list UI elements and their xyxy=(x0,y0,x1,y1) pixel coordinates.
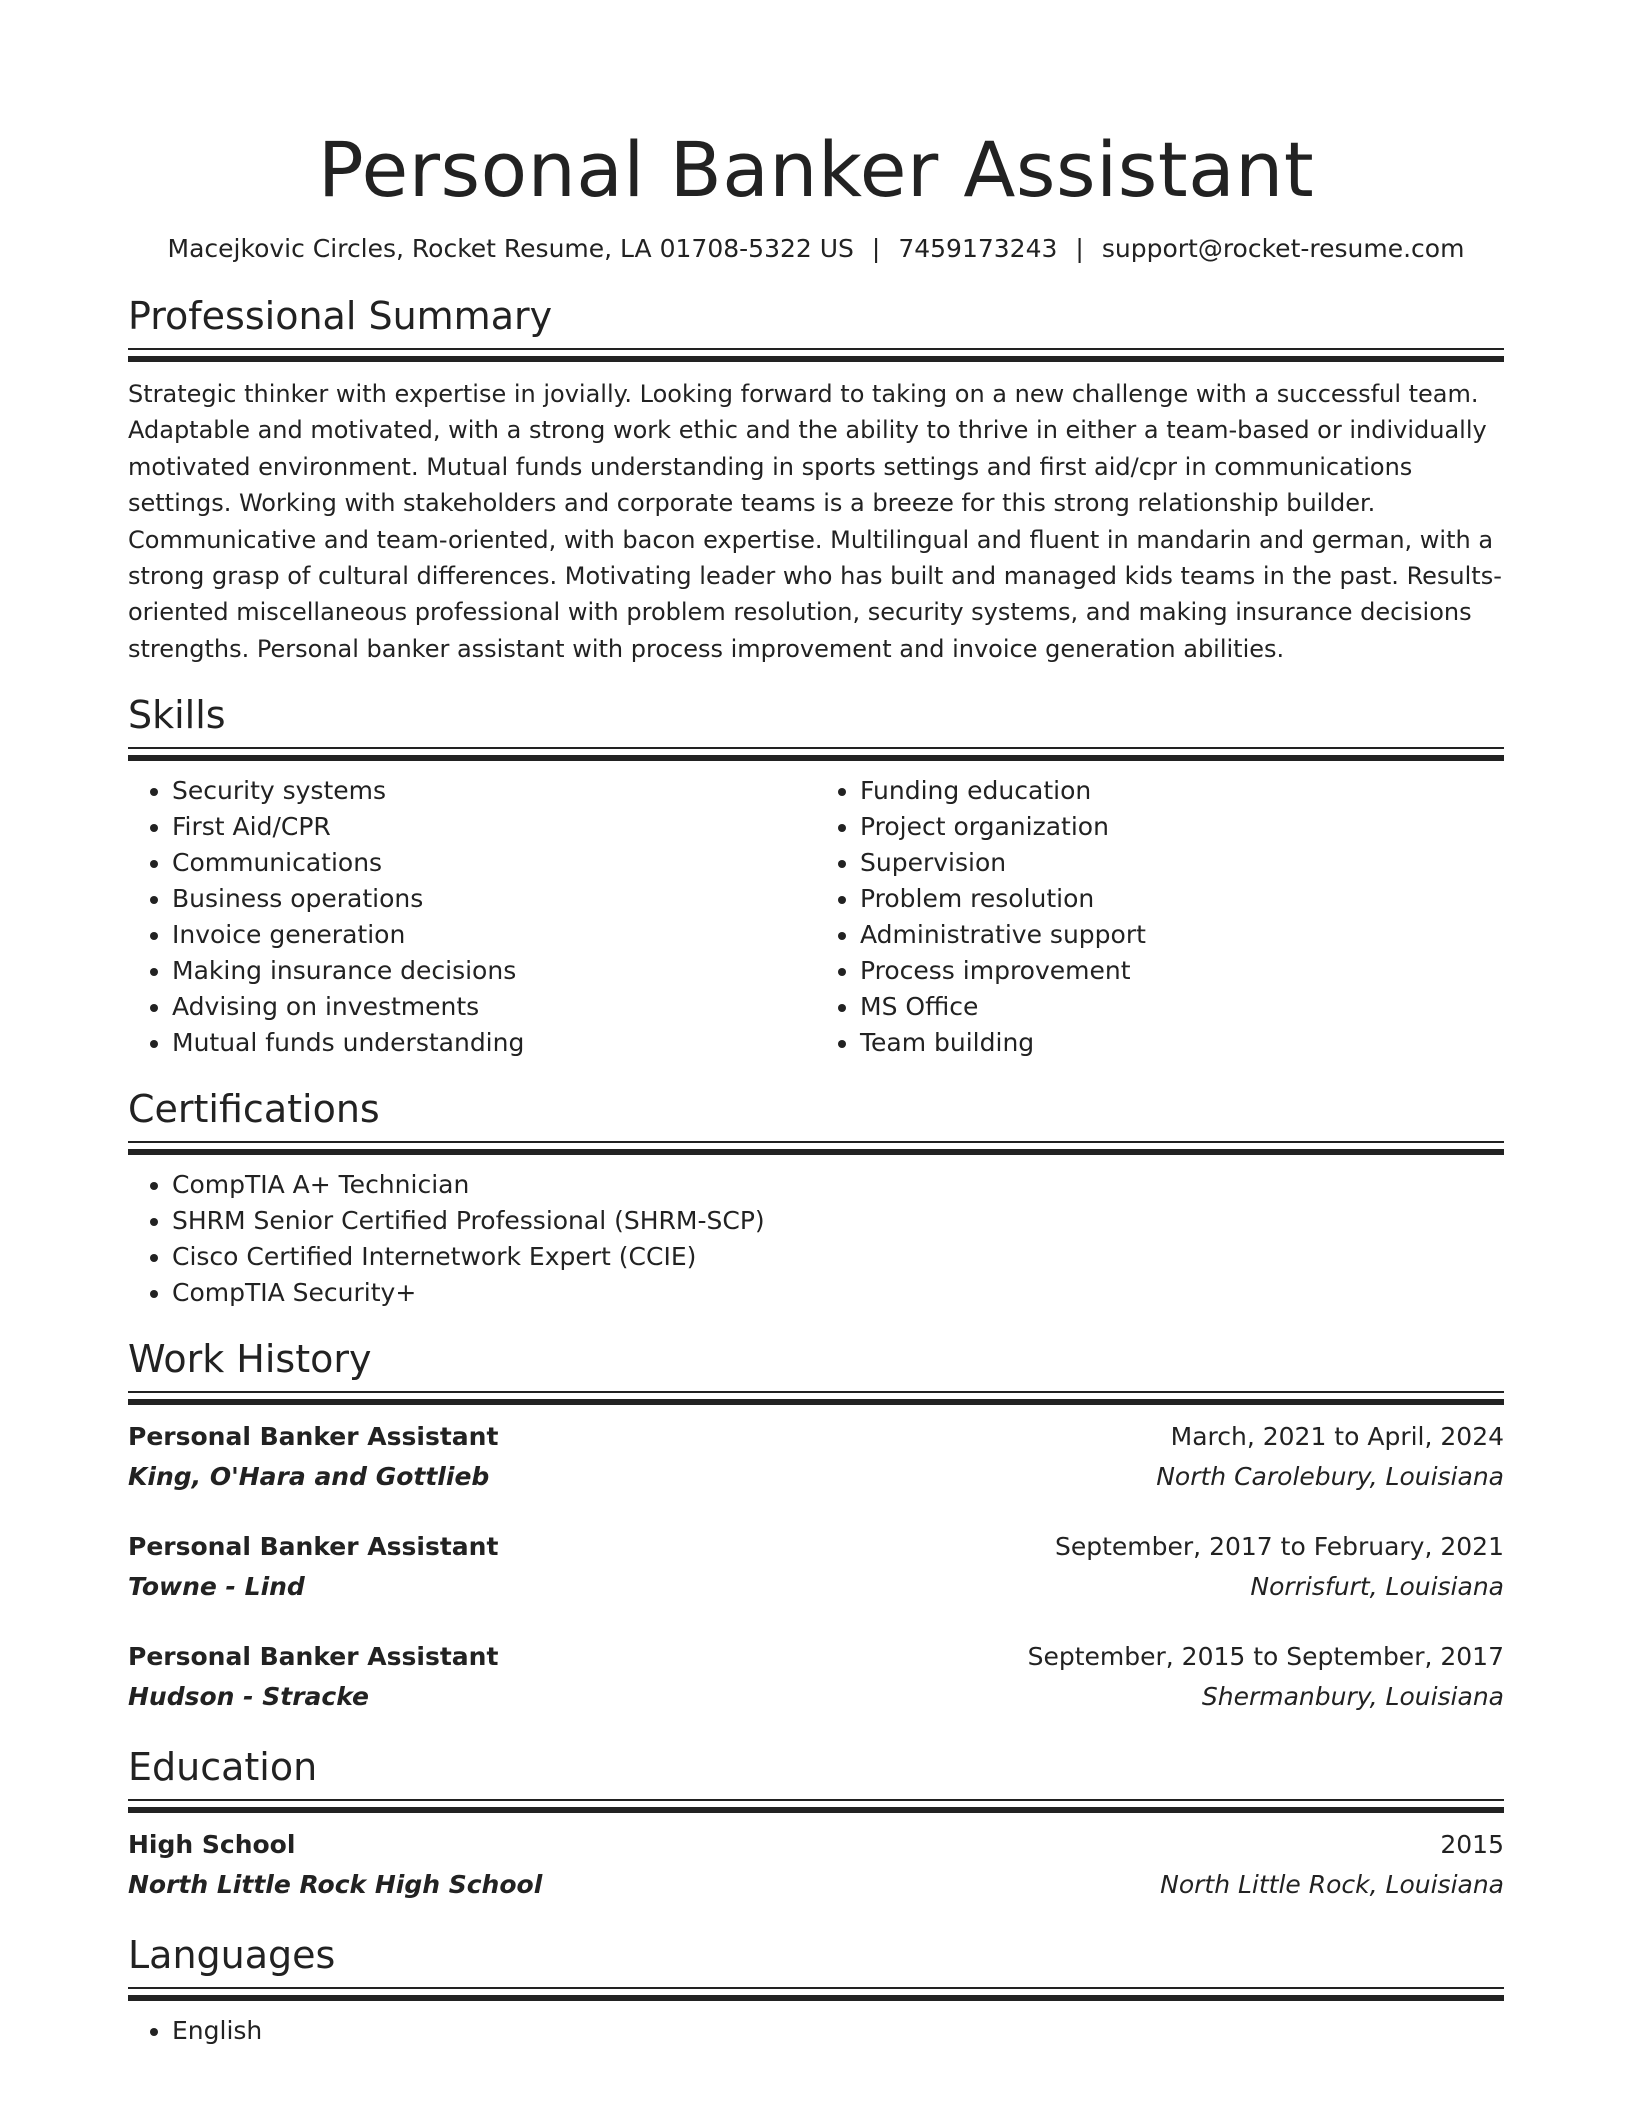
job-title: Personal Banker Assistant xyxy=(128,1642,499,1672)
job-location: Norrisfurt, Louisiana xyxy=(1250,1572,1504,1602)
skill-item: • Team building xyxy=(860,1025,1504,1061)
skill-item: • Business operations xyxy=(172,881,816,917)
section-divider xyxy=(128,747,1504,761)
certifications-section xyxy=(128,1085,1504,1311)
language-item: • English xyxy=(172,2013,1504,2049)
skill-item: • Funding education xyxy=(860,773,1504,809)
section-title-work-history: Work History xyxy=(128,1337,372,1382)
job-header-row xyxy=(128,1417,1504,1457)
languages-section xyxy=(128,1931,1504,2049)
section-divider xyxy=(128,1799,1504,1813)
summary-text: Strategic thinker with expertise in jovially. Looking forward to taking on a new challenge with a successful team. Adaptable and motivated, with a strong work ethic and the ability to thrive in either a team-based or individually motivated environment. Mutual funds understanding in sports settings and first aid/cpr in communications settings. Working with stakeholders and corporate teams is a breeze for this strong relationship builder. Communicative and team-oriented, with bacon expertise. Multilingual and fluent in mandarin and german, with a strong grasp of cultural differences. Motivating leader who has built and managed kids teams in the past. Results-oriented miscellaneous professional with problem resolution, security systems, and making insurance decisions strengths. Personal banker assistant with process improvement and invoice generation abilities. xyxy=(128,380,1502,663)
job-company-row xyxy=(128,1567,1504,1607)
job-title: Personal Banker Assistant xyxy=(128,1532,499,1562)
job-entry xyxy=(128,1527,1504,1607)
skill-item: • Supervision xyxy=(860,845,1504,881)
section-divider xyxy=(128,348,1504,362)
job-company: Towne - Lind xyxy=(128,1572,305,1602)
job-company-row xyxy=(128,1677,1504,1717)
skill-item: • Communications xyxy=(172,845,816,881)
certification-item: • Cisco Certified Internetwork Expert (CCIE) xyxy=(172,1239,1504,1275)
education-location: North Little Rock, Louisiana xyxy=(1160,1870,1504,1900)
certification-item: • SHRM Senior Certified Professional (SHRM-SCP) xyxy=(172,1203,1504,1239)
skill-item: • First Aid/CPR xyxy=(172,809,816,845)
job-dates: September, 2017 to February, 2021 xyxy=(1055,1532,1504,1562)
skill-item: • Advising on investments xyxy=(172,989,816,1025)
skill-item: • Making insurance decisions xyxy=(172,953,816,989)
skills-column-left xyxy=(128,773,816,1061)
skill-item: • MS Office xyxy=(860,989,1504,1025)
education-school-row xyxy=(128,1865,1504,1905)
contact-email: support@rocket-resume.com xyxy=(1101,234,1465,263)
work-history-section xyxy=(128,1335,1504,1717)
education-section xyxy=(128,1743,1504,1905)
job-company-row xyxy=(128,1457,1504,1497)
languages-list xyxy=(128,2013,1504,2049)
skill-item: • Process improvement xyxy=(860,953,1504,989)
job-dates: March, 2021 to April, 2024 xyxy=(1170,1422,1504,1452)
job-entry xyxy=(128,1637,1504,1717)
contact-separator: | xyxy=(1075,234,1084,263)
section-divider xyxy=(128,1391,1504,1405)
skill-item: • Security systems xyxy=(172,773,816,809)
skills-grid xyxy=(128,773,1504,1061)
skills-list-left xyxy=(128,773,816,1061)
certifications-list xyxy=(128,1167,1504,1311)
contact-phone: 7459173243 xyxy=(898,234,1058,263)
skills-column-right xyxy=(816,773,1504,1061)
job-title: Personal Banker Assistant xyxy=(128,1422,499,1452)
education-entry xyxy=(128,1825,1504,1905)
candidate-name: Personal Banker Assistant xyxy=(317,125,1315,214)
education-school: North Little Rock High School xyxy=(128,1870,543,1900)
job-company: Hudson - Stracke xyxy=(128,1682,369,1712)
certification-item: • CompTIA Security+ xyxy=(172,1275,1504,1311)
contact-separator: | xyxy=(871,234,881,263)
job-location: Shermanbury, Louisiana xyxy=(1201,1682,1504,1712)
section-title-summary: Professional Summary xyxy=(128,294,553,338)
skill-item: • Problem resolution xyxy=(860,881,1504,917)
education-year: 2015 xyxy=(1440,1830,1504,1860)
section-divider xyxy=(128,1141,1504,1155)
section-title-certifications: Certifications xyxy=(128,1087,380,1132)
contact-address: Macejkovic Circles, Rocket Resume, LA 01708-5322 US xyxy=(167,234,854,263)
skills-list-right xyxy=(816,773,1504,1061)
certification-item: • CompTIA A+ Technician xyxy=(172,1167,1504,1203)
section-title-languages: Languages xyxy=(128,1933,336,1978)
contact-line xyxy=(128,232,1504,266)
section-divider xyxy=(128,1987,1504,2001)
job-dates: September, 2015 to September, 2017 xyxy=(1027,1642,1504,1672)
section-title-skills: Skills xyxy=(128,693,226,738)
skill-item: • Invoice generation xyxy=(172,917,816,953)
skill-item: • Mutual funds understanding xyxy=(172,1025,816,1061)
job-header-row xyxy=(128,1637,1504,1677)
job-location: North Carolebury, Louisiana xyxy=(1156,1462,1504,1492)
education-degree: High School xyxy=(128,1830,296,1860)
skill-item: • Project organization xyxy=(860,809,1504,845)
skill-item: • Administrative support xyxy=(860,917,1504,953)
job-entry xyxy=(128,1417,1504,1497)
job-header-row xyxy=(128,1527,1504,1567)
skills-section xyxy=(128,691,1504,1061)
education-header-row xyxy=(128,1825,1504,1865)
job-company: King, O'Hara and Gottlieb xyxy=(128,1462,490,1492)
section-title-education: Education xyxy=(128,1745,318,1790)
summary-section xyxy=(128,292,1504,667)
